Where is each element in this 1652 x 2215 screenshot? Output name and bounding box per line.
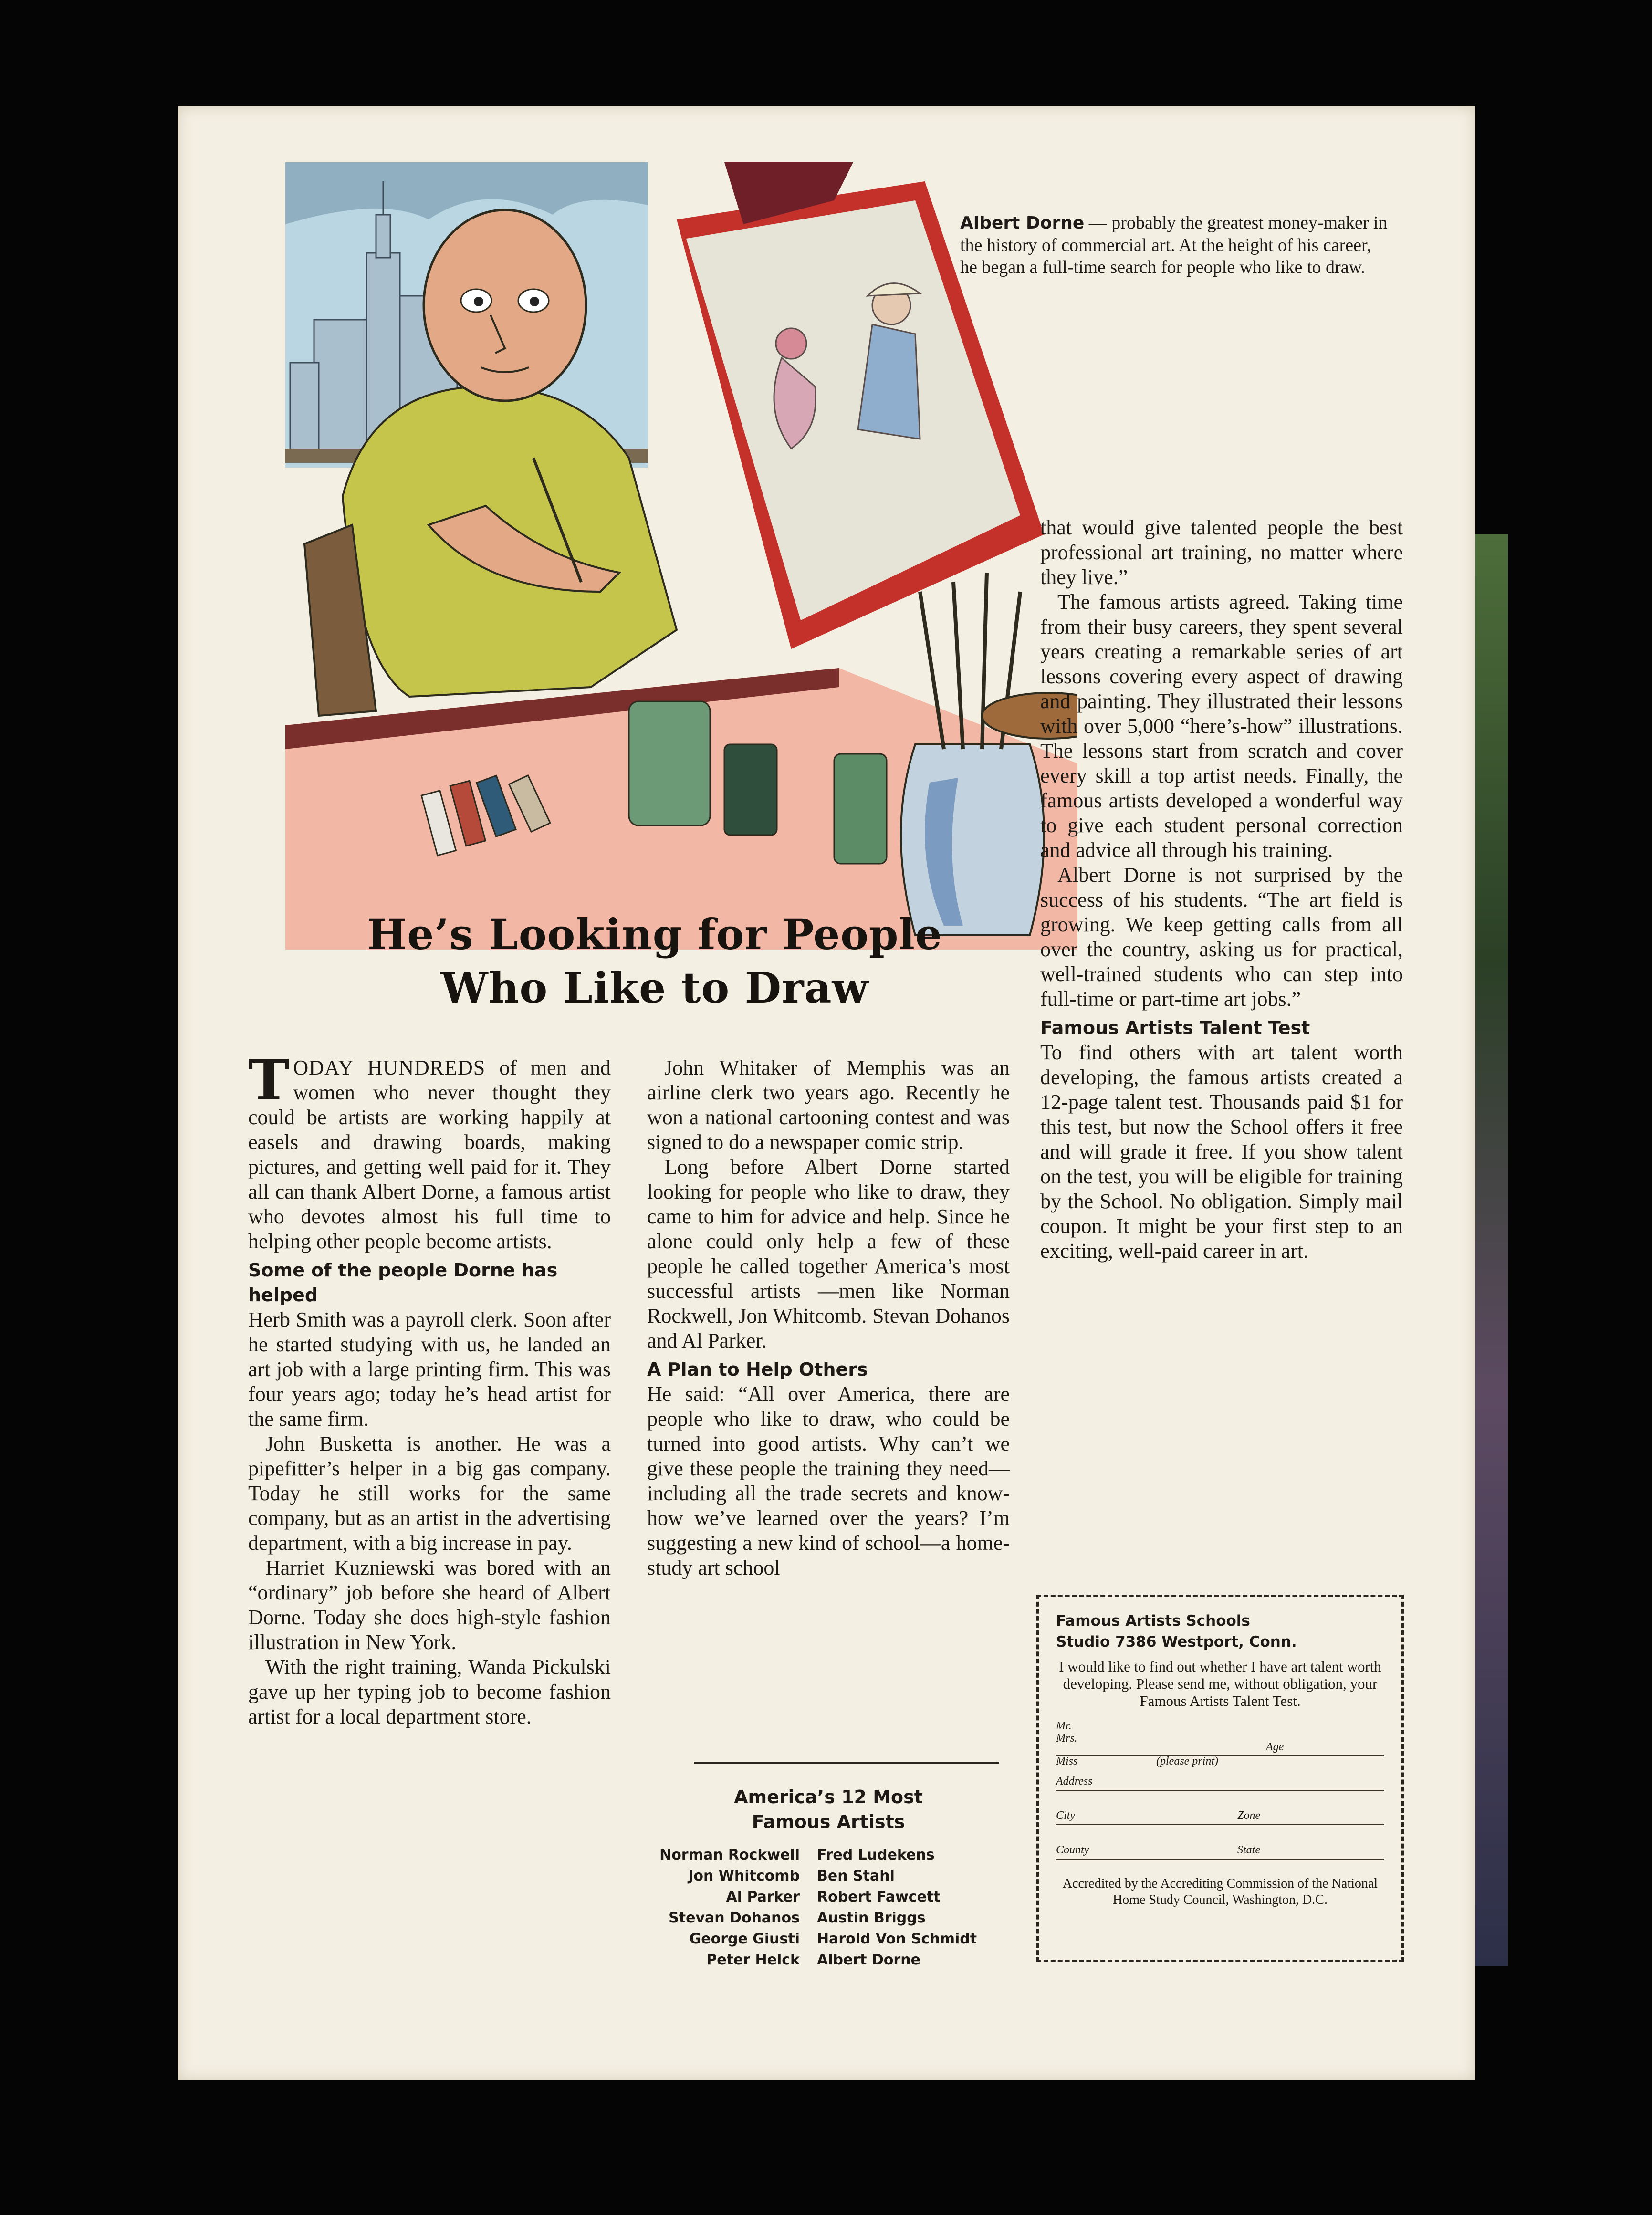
artist-name: Robert Fawcett — [817, 1889, 941, 1905]
ad-page — [178, 106, 1475, 2080]
address-field[interactable] — [1056, 1756, 1384, 1791]
paragraph-not-surprised: Albert Dorne is not surprised by the success of his students. “The art field is growing. We keep getting calls from all over the country, asking us for practical, well-trained students who can step into full-time or part-time art jobs.” — [1040, 863, 1403, 1011]
artist-name: George Giusti — [689, 1931, 800, 1947]
caption-name: Albert Dorne — [960, 213, 1085, 233]
label-mrs: Mrs. — [1056, 1732, 1077, 1745]
label-age: Age — [1266, 1741, 1284, 1753]
paragraph-continued: that would give talented people the best professional art training, no matter where they live.” — [1040, 516, 1403, 589]
label-mr: Mr. — [1056, 1720, 1072, 1732]
paragraph-intro — [248, 1048, 611, 1254]
artist-name: Ben Stahl — [817, 1868, 895, 1884]
column-2 — [647, 1055, 1010, 1580]
paragraph-wanda: With the right training, Wanda Pickulski gave up her typing job to become fashion artist for a local department store. — [248, 1655, 611, 1728]
subheading-plan: A Plan to Help Others — [647, 1359, 868, 1380]
artist-name: Fred Ludekens — [817, 1847, 935, 1863]
artist-name: Peter Helck — [706, 1952, 800, 1968]
paragraph-dorne-help: Long before Albert Dorne started looking for people who like to draw, they came to him for advice and help. Since he alone could only help a few of these people he called together America’s most successful artists —men like Norman Rockwell, Jon Whitcomb. Stevan Dohanos and Al Parker. — [647, 1155, 1010, 1352]
label-city: City — [1056, 1809, 1075, 1822]
intro-text: of men and women who never thought they could be artists are working happily at easels and drawing boards, making pictures, and getting well paid for it. They all can thank Albert Dorne, a famous artist who devotes almost his full time to helping other people become artists. — [248, 1056, 611, 1253]
paragraph-busketta: John Busketta is another. He was a pipefitter’s helper in a big gas company. Today he still works for the same company, but as an artist in the advertising department, with a big increase in pay. — [248, 1432, 611, 1555]
artists-box-title — [647, 1785, 1010, 1834]
city-zone-field[interactable] — [1056, 1791, 1384, 1825]
headline-line2: Who Like to Draw — [440, 963, 869, 1013]
artist-name: Norman Rockwell — [659, 1847, 800, 1863]
paragraph-artists-agreed: The famous artists agreed. Taking time from their busy careers, they spent several years creating a remarkable series of art lessons covering every aspect of drawing and painting. They illustrated their lessons with over 5,000 “here’s-how” illustrations. The lessons start from scratch and cover every skill a top artist needs. Finally, the famous artists developed a wonderful way to give each student personal correction and advice all through his training. — [1040, 590, 1403, 862]
caption-text: — probably the greatest money-maker in the history of commercial art. At the height of his career, he began a full-time search for people who like to draw. — [960, 213, 1388, 277]
artist-illustration — [285, 162, 1077, 950]
artist-name: Albert Dorne — [817, 1952, 920, 1968]
paragraph-harriet: Harriet Kuzniewski was bored with an “ordinary” job before she heard of Albert Dorne. Today she does high-style fashion illustration in New York. — [248, 1556, 611, 1654]
accreditation-note: Accredited by the Accrediting Commission of the National Home Study Council, Washington, D.C. — [1062, 1876, 1378, 1907]
paragraph-whitaker: John Whitaker of Memphis was an airline clerk two years ago. Recently he won a national cartooning contest and was signed to do a newspaper comic strip. — [647, 1056, 1010, 1154]
label-county: County — [1056, 1844, 1089, 1856]
label-zone: Zone — [1237, 1809, 1260, 1822]
artists-list-left — [609, 1845, 800, 1971]
label-miss: Miss — [1056, 1755, 1078, 1767]
headline — [178, 908, 1132, 1014]
column-3 — [1040, 515, 1403, 1264]
county-state-field[interactable] — [1056, 1825, 1384, 1860]
artists-list-right — [817, 1845, 1008, 1971]
column-1 — [248, 1048, 611, 1729]
artist-name: Harold Von Schmidt — [817, 1931, 977, 1947]
illustration-caption — [960, 212, 1390, 278]
subheading-helped: Some of the people Dorne has helped — [248, 1260, 558, 1306]
label-please-print: (please print) — [1156, 1755, 1218, 1767]
artist-name: Al Parker — [726, 1889, 800, 1905]
artist-name: Stevan Dohanos — [669, 1910, 800, 1926]
divider-rule — [694, 1762, 999, 1764]
artist-name: Austin Briggs — [817, 1910, 926, 1926]
artist-name: Jon Whitcomb — [688, 1868, 800, 1884]
name-field[interactable] — [1056, 1710, 1384, 1767]
lead-smallcaps: ODAY HUNDREDS — [293, 1056, 486, 1079]
paragraph-talent-test: To find others with art talent worth developing, the famous artists created a 12-page talent test. Thousands paid $1 for this test, but now the School offers it free and will grade it free. If you show talent on the test, you will be eligible for training by the School. No obligation. Simply mail coupon. It might be your first step to an exciting, well-paid career in art. — [1040, 1041, 1403, 1263]
label-state: State — [1237, 1844, 1260, 1856]
paragraph-plan: He said: “All over America, there are people who like to draw, who could be turned into good artists. Why can’t we give these people the training they need—including all the trade secrets and know-how we’ve learned over the years? I’m suggesting a new kind of school—a home-study art school — [647, 1382, 1010, 1579]
artists-title-line1: America’s 12 Most — [734, 1787, 923, 1808]
paragraph-herb: Herb Smith was a payroll clerk. Soon after he started studying with us, he landed an art job with a large printing firm. This was four years ago; today he’s head artist for the same firm. — [248, 1308, 611, 1431]
drop-cap: T — [248, 1048, 290, 1113]
coupon-title-line1: Famous Artists Schools — [1056, 1612, 1250, 1630]
artists-title-line2: Famous Artists — [752, 1811, 905, 1832]
coupon-text: I would like to find out whether I have art talent worth developing. Please send me, without obligation, your Famous Artists Talent Test. — [1059, 1658, 1381, 1709]
label-address: Address — [1056, 1775, 1093, 1787]
subheading-talent-test: Famous Artists Talent Test — [1040, 1017, 1310, 1038]
mail-coupon[interactable] — [1036, 1595, 1404, 1962]
headline-line1: He’s Looking for People — [367, 909, 942, 959]
coupon-title-line2: Studio 7386 Westport, Conn. — [1056, 1633, 1297, 1651]
